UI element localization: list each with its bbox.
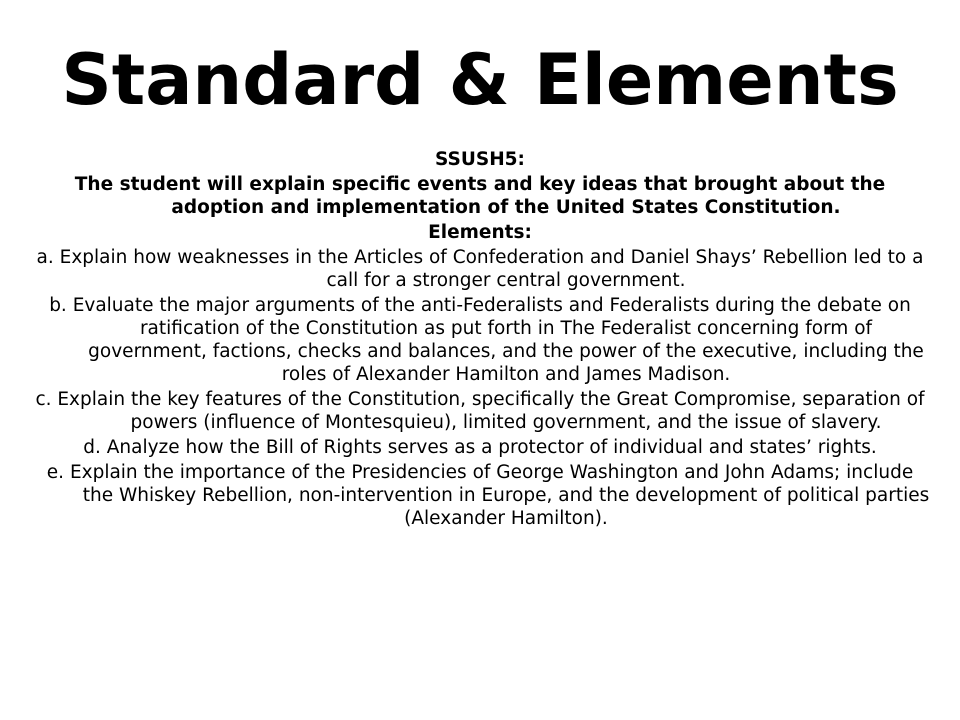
element-a: a. Explain how weaknesses in the Articles of Confederation and Daniel Shays’ Rebellion led to a call for a stronger central government. <box>36 247 924 291</box>
element-c: c. Explain the key features of the Constitution, specifically the Great Compromise, separation of powers (influence of Montesquieu), limited government, and the issue of slavery. <box>35 389 925 433</box>
slide-title: Standard & Elements <box>61 39 899 121</box>
elements-heading: Elements: <box>428 222 532 243</box>
standard-code: SSUSH5: <box>435 149 525 170</box>
slide-body <box>30 148 930 532</box>
element-e: e. Explain the importance of the Presidencies of George Washington and John Adams; include the Whiskey Rebellion, non-intervention in Europe, and the development of political parties (Alexander Hamilton). <box>46 462 930 529</box>
standard-text: The student will explain specific events and key ideas that brought about the adoption and implementation of the United States Constitution. <box>74 174 886 218</box>
element-d: d. Analyze how the Bill of Rights serves as a protector of individual and states’ rights. <box>83 437 877 458</box>
element-b: b. Evaluate the major arguments of the anti-Federalists and Federalists during the debate on ratification of the Constitution as put forth in The Federalist concerning form of government, factions, checks and balances, and the power of the executive, including the roles of Alexander Hamilton and James Madison. <box>49 295 924 385</box>
